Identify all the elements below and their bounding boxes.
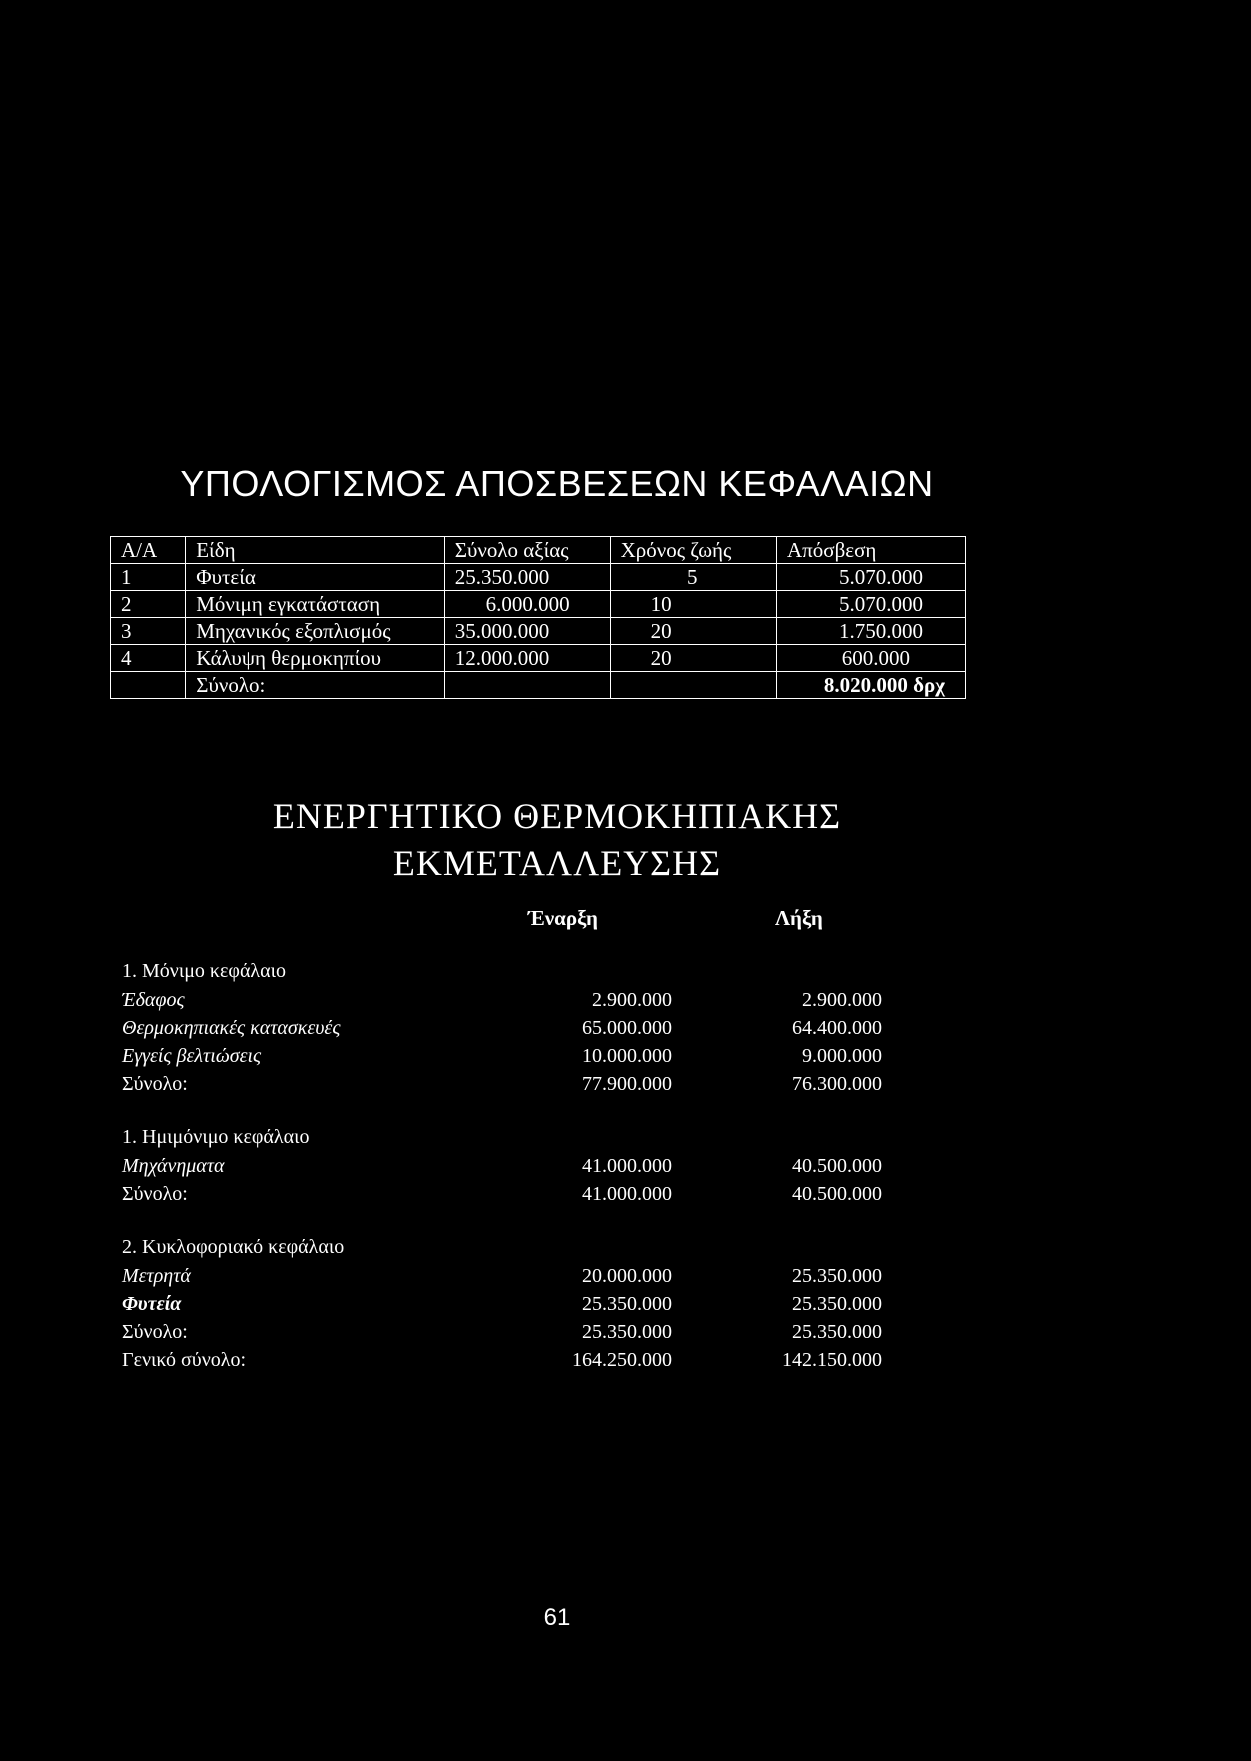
subtotal-row <box>122 1073 882 1101</box>
header-aa: Α/Α <box>111 537 186 564</box>
list-item <box>122 1265 882 1293</box>
section-heading <box>122 1236 882 1264</box>
subtotal-end-value: 25.350.000 <box>792 1321 882 1343</box>
item-start-value: 25.350.000 <box>582 1293 672 1315</box>
row-total: 35.000.000 <box>444 618 610 645</box>
subtotal-label: Σύνολο: <box>122 1321 188 1343</box>
balance-sheet-title-line2: ΕΚΜΕΤΑΛΛΕΥΣΗΣ <box>392 843 722 883</box>
row-aa: 3 <box>111 618 186 645</box>
row-aa: 4 <box>111 645 186 672</box>
header-total-value: Σύνολο αξίας <box>444 537 610 564</box>
item-end-value: 2.900.000 <box>802 989 882 1011</box>
subtotal-end-value: 40.500.000 <box>792 1183 882 1205</box>
subtotal-start-value: 77.900.000 <box>582 1073 672 1095</box>
subtotal-label: Σύνολο: <box>122 1183 188 1205</box>
subtotal-row <box>122 1183 882 1211</box>
row-aa: 2 <box>111 591 186 618</box>
row-years: 5 <box>610 564 776 591</box>
item-end-value: 25.350.000 <box>792 1265 882 1287</box>
row-item: Μηχανικός εξοπλισμός <box>186 618 445 645</box>
row-depreciation: 5.070.000 <box>776 591 965 618</box>
list-item <box>122 1045 882 1073</box>
item-start-value: 10.000.000 <box>582 1045 672 1067</box>
row-item: Κάλυψη θερμοκηπίου <box>186 645 445 672</box>
section-heading <box>122 1126 882 1154</box>
row-item: Μόνιμη εγκατάσταση <box>186 591 445 618</box>
item-label: Μηχάνηματα <box>122 1155 225 1177</box>
fixed-capital-heading: 1. Μόνιμο κεφάλαιο <box>122 960 286 982</box>
row-years: 10 <box>610 591 776 618</box>
subtotal-row <box>122 1321 882 1349</box>
column-header-end: Λήξη <box>775 906 823 930</box>
header-item: Είδη <box>186 537 445 564</box>
grand-total-row <box>122 1349 882 1377</box>
item-start-value: 2.900.000 <box>592 989 672 1011</box>
item-end-value: 64.400.000 <box>792 1017 882 1039</box>
section-heading <box>122 960 882 988</box>
row-depreciation: 5.070.000 <box>776 564 965 591</box>
subtotal-start-value: 25.350.000 <box>582 1321 672 1343</box>
row-depreciation: 600.000 <box>776 645 965 672</box>
header-depreciation: Απόσβεση <box>776 537 965 564</box>
row-total: 6.000.000 <box>444 591 610 618</box>
grand-total-end-value: 142.150.000 <box>782 1349 882 1371</box>
total-depreciation: 8.020.000 δρχ <box>776 672 965 699</box>
list-item <box>122 1017 882 1045</box>
list-item <box>122 1293 882 1321</box>
working-capital-heading: 2. Κυκλοφοριακό κεφάλαιο <box>122 1236 345 1258</box>
item-label: Θερμοκηπιακές κατασκευές <box>122 1017 341 1039</box>
grand-total-label: Γενικό σύνολο: <box>122 1349 247 1371</box>
list-item <box>122 1155 882 1183</box>
column-header-start: Έναρξη <box>528 906 598 930</box>
total-label: Σύνολο: <box>186 672 445 699</box>
row-aa: 1 <box>111 564 186 591</box>
item-label: Μετρητά <box>122 1265 191 1287</box>
item-label: Έδαφος <box>122 989 185 1011</box>
grand-total-start-value: 164.250.000 <box>572 1349 672 1371</box>
row-depreciation: 1.750.000 <box>776 618 965 645</box>
item-start-value: 20.000.000 <box>582 1265 672 1287</box>
semi-fixed-capital-heading: 1. Ημιμόνιμο κεφάλαιο <box>122 1126 310 1148</box>
header-lifetime: Χρόνος ζωής <box>610 537 776 564</box>
subtotal-end-value: 76.300.000 <box>792 1073 882 1095</box>
page-number: 61 <box>543 1604 571 1631</box>
page-title: ΥΠΟΛΟΓΙΣΜΟΣ ΑΠΟΣΒΕΣΕΩΝ ΚΕΦΑΛΑΙΩΝ <box>180 463 934 504</box>
item-end-value: 9.000.000 <box>802 1045 882 1067</box>
balance-sheet-title-line1: ΕΝΕΡΓΗΤΙΚΟ ΘΕΡΜΟΚΗΠΙΑΚΗΣ <box>272 796 842 836</box>
row-years: 20 <box>610 645 776 672</box>
list-item <box>122 989 882 1017</box>
row-total: 12.000.000 <box>444 645 610 672</box>
item-end-value: 40.500.000 <box>792 1155 882 1177</box>
row-years: 20 <box>610 618 776 645</box>
item-label: Φυτεία <box>122 1293 182 1315</box>
item-label: Εγγείς βελτιώσεις <box>122 1045 262 1067</box>
subtotal-label: Σύνολο: <box>122 1073 188 1095</box>
item-start-value: 41.000.000 <box>582 1155 672 1177</box>
item-start-value: 65.000.000 <box>582 1017 672 1039</box>
row-item: Φυτεία <box>186 564 445 591</box>
row-total: 25.350.000 <box>444 564 610 591</box>
subtotal-start-value: 41.000.000 <box>582 1183 672 1205</box>
item-end-value: 25.350.000 <box>792 1293 882 1315</box>
